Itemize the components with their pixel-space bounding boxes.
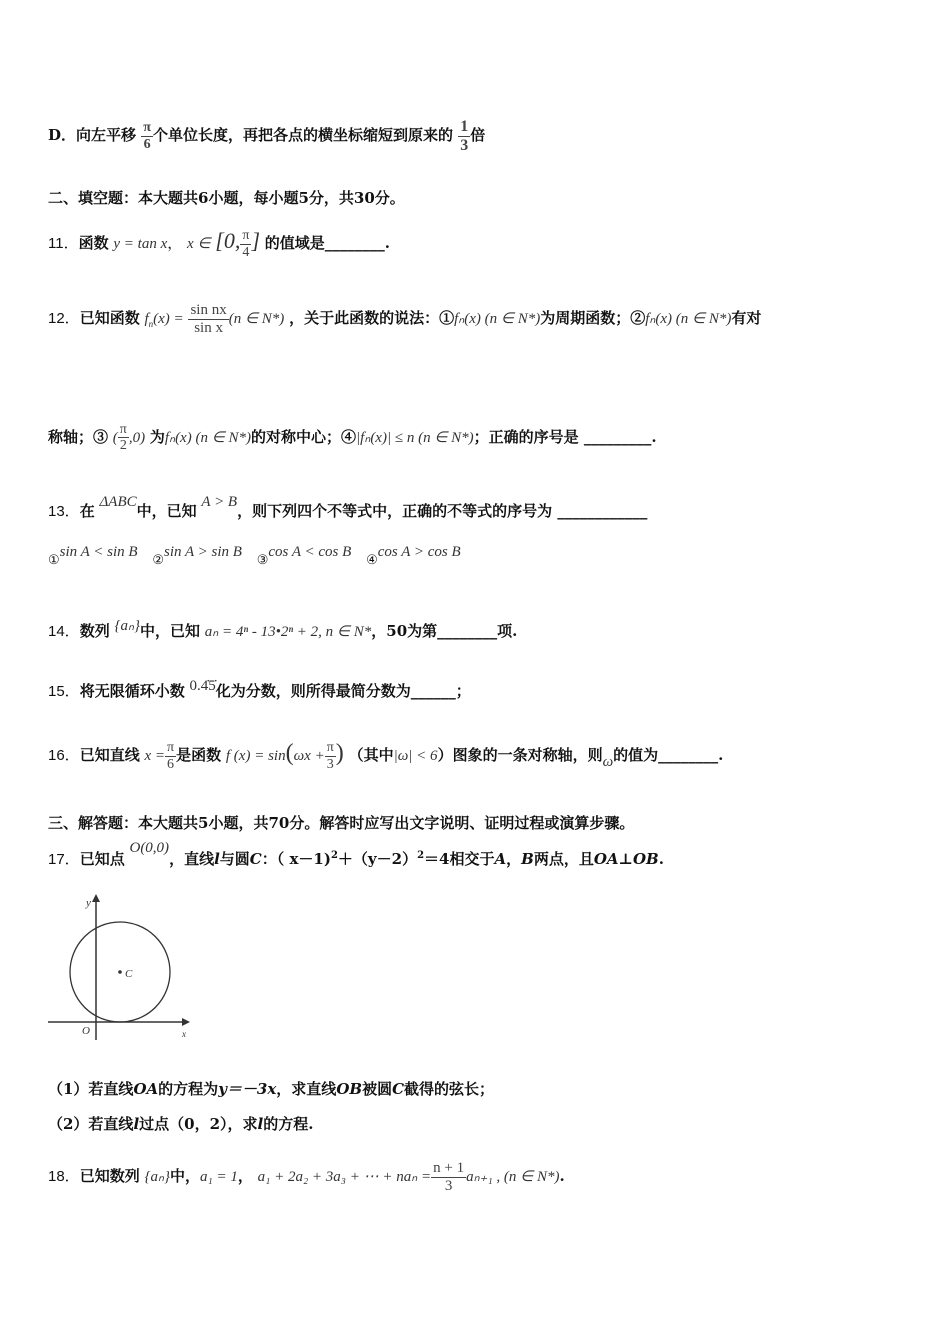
- question-12: 12．已知函数 $f_n(x)$ = $\frac{\text{sin nx}}{\text{sin x}}$ (n ∈ N*) ，关于此函数的说法：①fₙ(x) (n ∈ N*)为周期函数；②fₙ(x) (n ∈ N*)有对: [48, 302, 762, 336]
- section-3-title: 三、解答题：本大题共5小题，共70分。解答时应写出文字说明、证明过程或演算步骤。: [48, 814, 635, 832]
- option-d: D．向左平移 $\frac{\pi}{6}$ 个单位长度，再把各点的横坐标缩短到原来的 $\frac{1}{3}$ 倍: [48, 118, 486, 154]
- question-17-part-1: （1）若直线OA的方程为y＝－3x，求直线OB被圆C截得的弦长；: [48, 1080, 495, 1098]
- question-14: 14．数列 {aₙ}中，已知 aₙ = 4ⁿ - 13•2ⁿ + 2, n ∈ N*，50为第________项.: [48, 618, 518, 640]
- fraction-pi-3: $\frac{\pi}{3}$: [326, 740, 334, 772]
- question-15: 15．将无限循环小数 0.4̇5̇化为分数，则所得最简分数为______；: [48, 678, 471, 700]
- option-4: ④cos A > cos B: [366, 544, 461, 568]
- question-11: 11．函数 y = tan x， x ∈ [0, $\frac{\pi}{4}$ ] 的值域是________.: [48, 228, 391, 260]
- x-label: x: [182, 1029, 186, 1039]
- question-17-part-2: （2）若直线l过点（0，2），求l的方程.: [48, 1115, 314, 1133]
- question-13: 13．在 ΔABC中，已知 A > B，则下列四个不等式中，正确的不等式的序号为 ____________: [48, 494, 648, 520]
- option-2: ②sin A > sin B: [152, 544, 242, 568]
- question-12-continued: 称轴；③ ( $\frac{\pi}{2}$ ,0) 为fₙ(x) (n ∈ N*)的对称中心；④|fₙ(x)| ≤ n (n ∈ N*)；正确的序号是 _________.: [48, 422, 657, 454]
- option-3: ③cos A < cos B: [256, 544, 352, 568]
- option-1: ①sin A < sin B: [48, 544, 138, 568]
- center-point: [118, 970, 122, 974]
- question-18: 18．已知数列 {aₙ}中，a₁ = 1， a₁ + 2a₂ + 3a₃ + ⋯ + naₙ = $\frac{n + 1}{3}$ aₙ₊₁ , (n ∈ N*).: [48, 1160, 565, 1194]
- fraction-pi-6b: $\frac{\pi}{6}$: [167, 740, 175, 772]
- section-2-title: 二、填空题：本大题共6小题，每小题5分，共30分。: [48, 189, 405, 207]
- fraction-n1-3: $\frac{n + 1}{3}$: [433, 1160, 465, 1194]
- y-axis-arrow: [92, 894, 100, 902]
- fraction-sin: $\frac{\text{sin nx}}{\text{sin x}}$: [190, 302, 227, 336]
- x-axis-arrow: [182, 1018, 190, 1026]
- fraction-pi-4: $\frac{\pi}{4}$: [242, 228, 250, 260]
- question-16: 16．已知直线 x = $\frac{\pi}{6}$ 是函数 f (x) = sin(ωx + $\frac{\pi}{3}$ ) （其中|ω| < 6）图象的一条对称轴，则ω的值为________.: [48, 740, 724, 772]
- question-17: 17．已知点 O(0,0)，直线l与圆C：（ $x-1)^2+(y-2)^2=4$相交于A，B两点，且OA⊥OB.: [48, 840, 664, 868]
- y-label: y: [86, 897, 91, 909]
- fraction-1-3: $\frac{1}{3}$: [460, 118, 469, 154]
- origin-label: O: [82, 1025, 90, 1037]
- fraction-pi-6: $\frac{\pi}{6}$: [143, 120, 151, 152]
- fraction-pi-2: $\frac{\pi}{2}$: [119, 422, 127, 454]
- question-13-options: [48, 544, 461, 569]
- center-label: C: [125, 968, 133, 980]
- circle-graph: [48, 892, 198, 1042]
